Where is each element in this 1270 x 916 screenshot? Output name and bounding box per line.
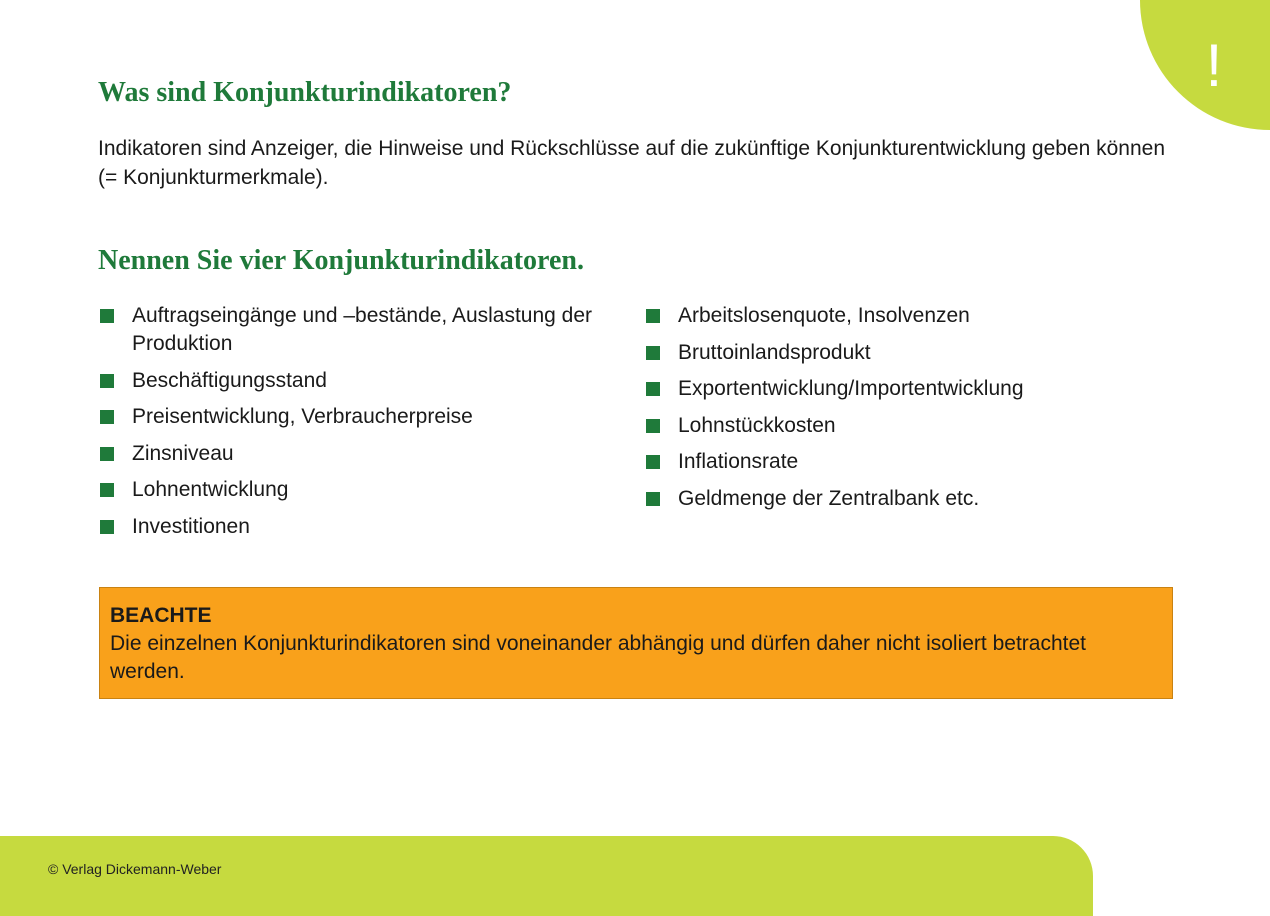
list-item: Zinsniveau	[98, 440, 633, 468]
notice-title: BEACHTE	[110, 604, 212, 627]
list-item: Arbeitslosenquote, Insolvenzen	[644, 302, 1204, 330]
notice-text: Die einzelnen Konjunkturindikatoren sind voneinander abhängig und dürfen daher nicht isoliert betrachtet werden.	[110, 632, 1086, 683]
list-item: Lohnstückkosten	[644, 412, 1204, 440]
indicator-list-left	[98, 302, 633, 549]
list-item: Exportentwicklung/Importentwicklung	[644, 375, 1204, 403]
question-heading-2: Nennen Sie vier Konjunkturindikatoren.	[98, 245, 584, 276]
list-item: Geldmenge der Zentralbank etc.	[644, 485, 1204, 513]
copyright-text: © Verlag Dickemann-Weber	[48, 861, 222, 877]
indicator-list-right	[644, 302, 1204, 521]
list-item: Beschäftigungsstand	[98, 367, 633, 395]
list-item: Preisentwicklung, Verbraucherpreise	[98, 403, 633, 431]
notice-box	[99, 587, 1173, 699]
list-item: Lohnentwicklung	[98, 476, 633, 504]
answer-text: Indikatoren sind Anzeiger, die Hinweise und Rückschlüsse auf die zukünftige Konjunkturentwicklung geben können (= Konjunkturmerkmale).	[98, 137, 1166, 189]
list-item: Investitionen	[98, 513, 633, 541]
list-item: Bruttoinlandsprodukt	[644, 339, 1204, 367]
exclamation-icon: !	[1205, 32, 1223, 99]
list-item: Inflationsrate	[644, 448, 1204, 476]
question-heading-1: Was sind Konjunkturindikatoren?	[98, 77, 512, 108]
list-item: Auftragseingänge und –bestände, Auslastung der Produktion	[98, 302, 633, 358]
